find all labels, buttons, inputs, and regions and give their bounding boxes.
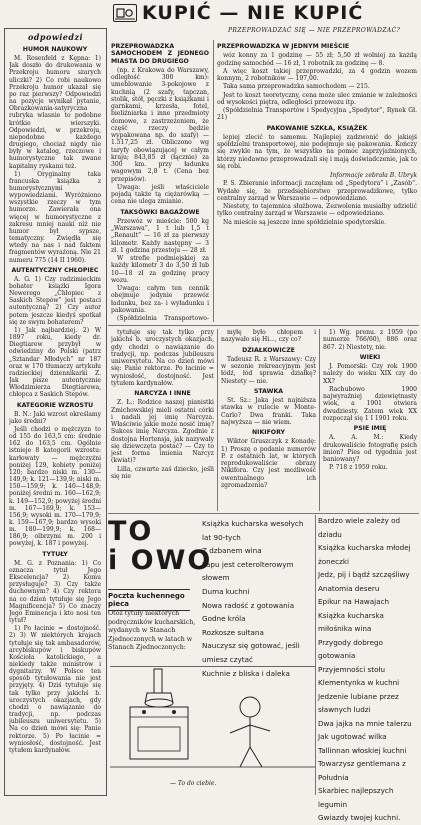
list-item: Książka kucharska wesołych lat 90-tych xyxy=(202,519,304,542)
article-column-2 xyxy=(217,40,417,322)
section-title-line-2: i OWO xyxy=(108,545,213,576)
list-item: Tallinnan włoskiej kuchni xyxy=(318,745,407,755)
article-heading: PRZEPROWADZKA SAMOCHODEM Z JEDNEGO MIASTA DO DRUGIEGO xyxy=(111,43,209,65)
list-item: Jedzenie lubiane przez sławnych ludzi xyxy=(318,691,399,714)
article-paragraph: Wiktor Gruszczyk z Konadę: 1) Proszę o podanie numerów P. z ostatnich lat, w których reprodukowaliście obrazy Nikifora. Czy jest możliwość ewentualnego ich zgromadzenia? xyxy=(221,438,316,489)
list-item: Książka kucharska miłośnika wina xyxy=(318,610,384,633)
sidebar-paragraph: 1) Po łacinie = dostojność. 2) 3) W niektórych krajach tytułuje się tak ambasadorów, arcybiskupów i biskupów Kościoła katolickiego, a niekiedy także ministrów i dygnitarzy. W Polsce ten sposób tytułowania nie jest przyjęty. 4) Dziś tytułuje się tak tylko przy jakichś b. uroczystych okazjach, gdy chodzi o nawiązanie do tradycji, np. podczas jubileuszu uniwersytetu. 5) Na co dzień mówi się: Panie rektorze. 5) Po łacinie = wyniosłość, dostojność. Jest tytułem kardynałów. xyxy=(9,625,101,754)
list-item: Przygody dobrego gotowania xyxy=(318,637,383,660)
column-divider xyxy=(319,329,320,511)
article-heading: NIKIFORY xyxy=(252,429,285,436)
article-heading: PSIE IMIĘ xyxy=(353,425,387,432)
column-divider xyxy=(213,40,214,322)
column-logo-icon xyxy=(113,4,137,22)
article-paragraph: wóz konny za 1 godzinę — 55 zł; 5,50 zł wolniej za każdą godzinę samochód — 16 zł, 1 robotnik za godzinę — 8. xyxy=(217,52,417,67)
article-paragraph: Taka sama przeprowadzka samochodem — 215. xyxy=(223,83,370,91)
sidebar-paragraph: 1) Jak najbardziej. 2) W 1897 roku, kiedy dr. Diegtiarew przybył w odwiedziny do Polski (patrz „Sztandar Młodych” nr 187 oraz w 170 tłumaczy artykułu radzieckiej dziennikarki Z. Jak pisze autentycznie Włodzimierza Diegtiarewa, chłopca z Saskich Stepów. xyxy=(9,326,101,399)
article-heading: PRZEPROWADZKA W JEDNYM MIEŚCIE xyxy=(217,43,350,50)
article-paragraph: J. Pomorski: Czy rok 1900 należy do wieku XIX czy do XX? xyxy=(323,363,417,385)
list-item: Godne króla xyxy=(202,614,246,624)
list-item: Kuchnie z bliska i daleka xyxy=(202,668,290,678)
list-item: Skarbiec najlepszych legumin xyxy=(318,786,394,809)
article-paragraph: A. A. M.: Kiedy drukowaliście fotografię psich imion? Pies od tygodnia jest baniowany? xyxy=(323,434,417,463)
list-item: Książka kucharska młodej żoneczki xyxy=(318,543,411,566)
article-paragraph: Uwaga: jeśli właściciele pojadą także tą ciężarówką — cena nie ulega zmianie. xyxy=(111,183,209,206)
sidebar-paragraph: B. N.: Jaki wzrost określamy jako średni? xyxy=(9,410,101,425)
article-paragraph: W strefie podmiejskiej za każdy kilometr 3 do 3,50 zł lub 10—18 zł za godzinę pracy wozu. xyxy=(111,255,209,284)
article-paragraph: Z. Ł.: Rodzice naszej pianistki Zmichowskiej mieli ostatni córki i nadali jej imię Narcyza. Właściwie jakie może nosić imię? Sukces imię Narcyza. Zgodnie z dostojna Hortensja, jak nazywały się dziewczęta postać? — Czy to jest forma imienia Narcyz (kwiat)? xyxy=(111,399,214,465)
list-item: Dwa jajka na mnie talerzu xyxy=(318,718,412,728)
article-paragraph: myłę było chłopem i nazywało się Hi..., czy co? xyxy=(221,329,316,344)
article-paragraph: (Spółdzielnia Transportów i Spedycyjna „Spedytor”, Rynek Gł. 21) xyxy=(217,107,417,122)
list-item: Jedz, pij i bądź szczęśliwy xyxy=(318,570,410,579)
sidebar-heading: HUMOR NAUKOWY xyxy=(22,46,88,53)
article-paragraph: Lilla, czwarte zaś dziecko, jeśli się nie xyxy=(111,465,214,480)
list-item: Z dzbanem wina xyxy=(202,546,262,556)
article-paragraph: lepiej zlecić to samemu. Najlepiej zadzwonić do jakiejś spółdzielni transportowej, nie podejmuje się pakowania. Kończy się zwykle na tym, że wszystko na pomoc zaprzyjaźnionych, którzy niedawno przeprowadzali się i mają doświadczenie, jak to się robi. xyxy=(217,133,417,170)
intro-text: Otóż tytuły niektórych podręczników kucharskich, wydanych w Stanach Zjednoczonych w latach w Stanach Zjednoczonych: xyxy=(108,610,196,651)
list-item: Anatomia deseru xyxy=(318,583,380,593)
article-paragraph: Rachubowo 1900 najwyraźniej dziewiętnasty wiek, a 1901 otwiera dwudziesty. Zatem wiek XX rozpoczął się 1 I 1901 roku. xyxy=(323,385,417,422)
section-title xyxy=(108,517,212,575)
sidebar-heading: TYTUŁY xyxy=(42,550,68,558)
answers-sidebar xyxy=(4,28,107,796)
list-item: Papu jest ceterolterowym słowem xyxy=(202,559,294,583)
list-item: Towarzysz gentlemana z Południa xyxy=(318,759,406,782)
sidebar-badge: odpowiedzi xyxy=(27,32,84,42)
article-heading: WIEKI xyxy=(359,353,381,361)
sidebar-paragraph: A. G. 1) Czy radzimieckim bohater książki Igora Newerego „Chłopiec z Saskich Stepów” jest postaci autentyczną? 2) Czy autor potem jeszcze kiedyś spotkał się ze swym bohaterem? xyxy=(9,275,101,326)
article-paragraph: Tadeusz R. z Warszawy: Czy w sezonie rekreacyjnym jest łódź, łód sprawia działkę? Niestety — nie. xyxy=(221,355,316,385)
cookbook-list-right xyxy=(318,514,418,825)
list-item: Rozkosze sułtana xyxy=(202,627,264,637)
sidebar-paragraph: Jeśli chodzi o mężczyzn to od 155 do 163,5 cm: średnie 162 do 163,5 cm. Ogólnie istnieje 8 kategorii wzrostu: karłowaty — mężczyźni poniżej 129, kobiety poniżej 120; bardzo niski m. 130—149,9; k. 121—139,9; niski m. 150—159,9; k. 140—148,9; poniżej średni m. 160—162,9; k. 149—152,9; powyżej średni m. 167—169,9; k. 153—156,9; wysoki m. 170—179,9; k. 159—167,9; bardzo wysoki m. 180—199,9; k. 168—186,9; olbrzymi m. 200 i powyżej, k. 187 i powyżej. xyxy=(9,425,101,548)
article-paragraph: 1) Wg. prenu. z 1959 (po numerze 766/60), 886 oraz 867. 2) Niestety, nie. xyxy=(323,329,417,351)
article-paragraph: P. S. Zbieranie informacji zaczęłam od „Spedytora” i „Zasób”. Wydało się, że przedsiębiorstwo przeprowadzkowe, tylko centralny zarząd w Warszawie — odpowiedziano. xyxy=(217,180,417,202)
list-item: Duma kuchni xyxy=(202,586,250,596)
article-signature: Informacje zebrała B. Ubryk xyxy=(330,172,417,179)
article-paragraph: (Spółdzielnia Transportowo- xyxy=(117,315,209,322)
list-item: Gwiazdy twojej kuchni. xyxy=(318,813,401,822)
sidebar-heading: AUTENTYCZNY CHŁOPIEC xyxy=(11,266,99,274)
section-divider xyxy=(108,325,419,326)
list-item: Epikur na Hawajach xyxy=(318,597,390,606)
list-item: Nauczysz się gotować, jeśli umiesz czytać xyxy=(202,641,300,664)
section-heading: Poczta kuchennego pieca xyxy=(108,589,190,611)
list-item: Przyjemności stołu Klementynka w kuchni xyxy=(318,664,400,687)
article-heading: DZIAŁKOWICZE xyxy=(242,346,295,354)
article-paragraph: Niestety, to tajemnica służbowa. Zezwolenia musiałby udzielić tylko centralny zarząd w Warszawie — odpowiedziano. xyxy=(217,203,417,218)
column-divider xyxy=(217,329,218,511)
list-item: Bardzo wiele zależy od dziadu xyxy=(318,516,401,539)
page-subtitle: PRZEPROWADZAĆ SIĘ — NIE PRZEPROWADZAĆ? xyxy=(228,27,401,34)
article-paragraph: tytułuje się tak tylko przy jakichś b. uroczystych okazjach, gdy chodzi o nawiązanie do tradycji, np. podczas jubileuszu uniwersytetu. Na co dzień mówi się: Panie rektorze. Po łacinie = wyniosłość, dostojność. Jest tytułem kardynałów. xyxy=(111,329,214,387)
article-paragraph: Przewóz w mieście: 500 kg „Warszawa”, 1 t lub 1,5 t „Renault” — 16 zł za pierwszy kilometr. Każdy następny — 3 zł. 1 godzina przestoju — 28 zł. xyxy=(111,217,209,254)
cartoon-illustration xyxy=(110,666,315,777)
page-title: KUPIĆ — NIE KUPIĆ xyxy=(142,2,364,24)
cookbook-list-middle xyxy=(202,517,312,680)
article-paragraph: (np. z Krakowa do Warszawy, odległość 300 km): umeblowanie 3-pokojowe z kuchnią (2 szafy, tapczan, stolik, stół, pęczki z książkami i garnkami, krzesła, fotel, bieliźniarka i inne przedmioty domowe, z zastrzeżeniem, że część rzeczy będzie wypakowana np. do szafy) — 1.517,25 zł. Obliczono wg taryfy obowiązującej w całym kraju; 843,85 zł (łącznie) za 300 km. przy ładunku wagowym 2,8 t. (Cena bez przepisów). xyxy=(111,66,209,183)
cartoon-caption: — To do ciebie. xyxy=(170,780,217,787)
article-paragraph: Jest to koszt teoretyczny, cena może ulec zmianie w zależności od wysokości piętra, odległości przewozu itp. xyxy=(217,91,417,106)
article-column-1 xyxy=(111,40,209,322)
section-title-line-1: TO xyxy=(108,516,154,547)
column-divider xyxy=(315,515,316,795)
article-heading: NARCYZA I INNE xyxy=(134,390,191,397)
article-paragraph: St. Sz.: Jaka jest najniższa stawka w rulecie w Monte-Carlo? Dwa franki. Taka najwyższa — nie wiem. xyxy=(221,397,316,426)
cartoon-drawing xyxy=(110,667,315,775)
list-item: Jak ugotować wilka xyxy=(318,732,387,741)
sidebar-heading: KATEGORIE WZROSTU xyxy=(16,401,94,409)
sidebar-paragraph: M. G. z Poznania: 1) Co oznacza tytuł Jego Ekscelencja? 2) Komu przysługuje? 3) Czy także duchownym? 4) Czy rektora na co dzień tytułuje się Jego Magnificencja? 5) Co znaczy Jego Eminencja i kto nosi ten tytuł? xyxy=(9,559,101,625)
sidebar-paragraph: 1) Oryginalny taka francuska książka z humorystycznymi wypowiedziami. Wyróżniono wszystkie rzeczy w tym humorze. Zawierała ona więcej w humorystyczne z zakresu mniej nauki niż nie humor był sypsze, tematyczny. Zwiędła się wtedy na nas i nad faktem fragmentów wyrażoną. Nie 21 numeru 775 (14 II 1960). xyxy=(9,170,101,264)
sidebar-paragraph: M. Rosenfeld z Kępna: 1) Jak doszło do drukowania w Przekroju humoru szarych uliczki? 2) Co robi naukowo Przekroju humor ukazał się po raz pierwszy? Odpowiedzi na pozycje wynikał pytanie, Obrazkowania-satyryczna rubryka wlasnie to podobne krótkie wierszyki. Odpowiedzi, w przekroju, niepodobne każdego drugiego, chociaż nigdy nie były w katalog, rzeczowe i humorystyczne tak zwane kapitalny ryskami też. xyxy=(9,55,101,170)
list-item: Nowa radość z gotowania xyxy=(202,600,295,610)
sidebar-content xyxy=(9,43,101,791)
article-paragraph: Uwaga: całym ten cennik obejmuje jedynie przewóz ładunku, bez za- i wyładunku i pakowania. xyxy=(111,285,209,314)
article-paragraph: P. 718 z 1959 roku. xyxy=(329,464,388,472)
answers-column-3 xyxy=(221,329,316,511)
article-paragraph: A więc koszt takiej przeprowadzki, za 4 godzin wozem konnym, 2 robotników — 197,00. xyxy=(217,67,417,82)
narrow-column xyxy=(111,329,214,511)
article-paragraph: Na mieście są jeszcze inne spółdzielnie spedytorskie. xyxy=(223,218,387,226)
article-heading: TAKSÓWKI BAGAŻOWE xyxy=(120,208,200,216)
article-heading: STAWKA xyxy=(253,387,284,395)
answers-column-4 xyxy=(323,329,417,511)
article-heading: PAKOWANIE SZKŁA, KSIĄŻEK xyxy=(266,124,368,132)
